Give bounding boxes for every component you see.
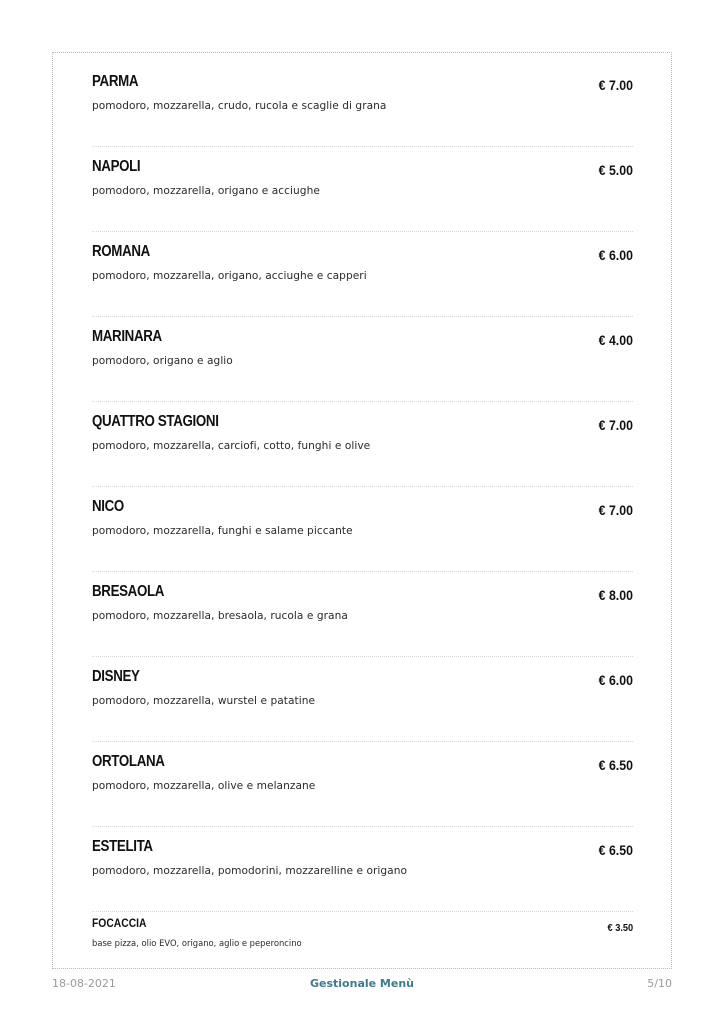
item-name: FOCACCIA [92, 916, 147, 930]
item-price: € 6.00 [598, 672, 633, 688]
item-price: € 7.00 [598, 417, 633, 433]
item-price: € 7.00 [598, 77, 633, 93]
item-description: base pizza, olio EVO, origano, aglio e peperoncino [92, 938, 302, 948]
menu-item-focaccia [92, 912, 633, 962]
item-description: pomodoro, mozzarella, pomodorini, mozzarelline e origano [92, 865, 407, 877]
menu-item [92, 487, 633, 572]
item-price: € 6.50 [598, 757, 633, 773]
item-price: € 5.00 [598, 162, 633, 178]
item-description: pomodoro, mozzarella, origano, acciughe e capperi [92, 270, 367, 282]
item-description: pomodoro, mozzarella, bresaola, rucola e grana [92, 610, 348, 622]
item-description: pomodoro, mozzarella, carciofi, cotto, funghi e olive [92, 440, 371, 452]
menu-item [92, 742, 633, 827]
item-name: ESTELITA [92, 838, 153, 855]
item-price: € 4.00 [598, 332, 633, 348]
menu-item [92, 572, 633, 657]
menu-item [92, 657, 633, 742]
item-price: € 7.00 [598, 502, 633, 518]
footer-date: 18-08-2021 [52, 977, 116, 990]
item-price: € 3.50 [607, 922, 633, 934]
item-name: PARMA [92, 73, 139, 90]
item-description: pomodoro, origano e aglio [92, 355, 233, 367]
item-price: € 6.50 [598, 842, 633, 858]
item-description: pomodoro, mozzarella, olive e melanzane [92, 780, 316, 792]
item-description: pomodoro, mozzarella, crudo, rucola e scaglie di grana [92, 100, 387, 112]
item-name: NAPOLI [92, 158, 141, 175]
menu-item [92, 62, 633, 147]
footer-title: Gestionale Menù [309, 977, 414, 990]
item-name: DISNEY [92, 668, 140, 685]
menu-item [92, 317, 633, 402]
menu-item [92, 147, 633, 232]
item-description: pomodoro, mozzarella, origano e acciughe [92, 185, 320, 197]
item-name: MARINARA [92, 328, 162, 345]
item-name: QUATTRO STAGIONI [92, 413, 219, 430]
item-name: ROMANA [92, 243, 150, 260]
menu-item [92, 402, 633, 487]
menu-item [92, 827, 633, 912]
menu-item [92, 232, 633, 317]
item-description: pomodoro, mozzarella, funghi e salame piccante [92, 525, 353, 537]
item-name: NICO [92, 498, 124, 515]
item-description: pomodoro, mozzarella, wurstel e patatine [92, 695, 316, 707]
footer-page-number: 5/10 [647, 977, 672, 990]
item-price: € 6.00 [598, 247, 633, 263]
item-name: ORTOLANA [92, 753, 165, 770]
item-price: € 8.00 [598, 587, 633, 603]
item-name: BRESAOLA [92, 583, 165, 600]
